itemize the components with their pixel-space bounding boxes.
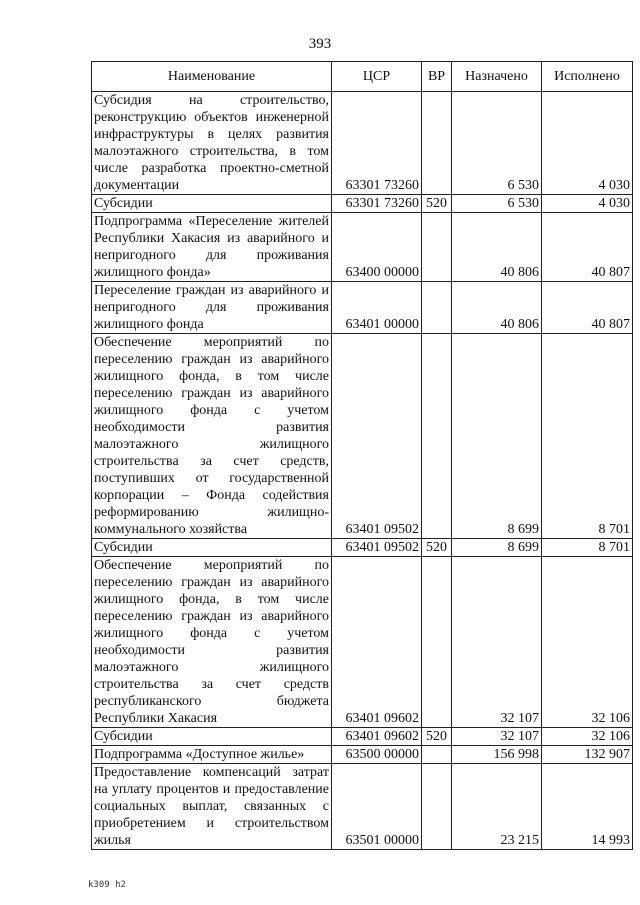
row-vr-cell: 520	[422, 195, 452, 213]
row-vr-cell	[422, 746, 452, 764]
row-name-cell: Переселение граждан из аварийного и непригодного для проживания жилищного фонда	[92, 282, 332, 334]
row-name-cell: Предоставление компенсаций затрат на уплату процентов и предоставление социальных выплат, связанных с приобретением и строительством жилья	[92, 764, 332, 850]
header-name: Наименование	[92, 62, 332, 92]
table-body	[92, 92, 633, 850]
row-csr-cell: 63401 09502	[332, 334, 422, 539]
row-csr-cell: 63401 09602	[332, 557, 422, 728]
row-csr-cell: 63501 00000	[332, 764, 422, 850]
row-planned-cell: 6 530	[452, 195, 542, 213]
row-executed-cell: 132 907	[542, 746, 633, 764]
row-executed-cell: 8 701	[542, 539, 633, 557]
row-vr-cell: 520	[422, 539, 452, 557]
header-planned: Назначено	[452, 62, 542, 92]
table-row	[92, 746, 633, 764]
row-csr-cell: 63301 73260	[332, 195, 422, 213]
row-executed-cell: 40 807	[542, 213, 633, 282]
row-name-cell: Обеспечение мероприятий по переселению граждан из аварийного жилищного фонда, в том числе переселению граждан из аварийного жилищного фонда с учетом необходимости развития малоэтажного жилищного строительства за счет средств республиканского бюджета Республики Хакасия	[92, 557, 332, 728]
header-csr: ЦСР	[332, 62, 422, 92]
row-planned-cell: 8 699	[452, 334, 542, 539]
row-name-cell: Субсидии	[92, 728, 332, 746]
row-name-cell: Подпрограмма «Переселение жителей Республики Хакасия из аварийного и непригодного для проживания жилищного фонда»	[92, 213, 332, 282]
table-row	[92, 728, 633, 746]
table-row	[92, 539, 633, 557]
row-name-cell: Субсидия на строительство, реконструкцию объектов инженерной инфраструктуры в целях развития малоэтажного строительства, в том числе разработка проектно-сметной документации	[92, 92, 332, 195]
row-executed-cell: 4 030	[542, 92, 633, 195]
row-planned-cell: 40 806	[452, 282, 542, 334]
table-row	[92, 195, 633, 213]
row-csr-cell: 63401 09602	[332, 728, 422, 746]
row-vr-cell	[422, 334, 452, 539]
row-csr-cell: 63400 00000	[332, 213, 422, 282]
row-vr-cell: 520	[422, 728, 452, 746]
row-name-cell: Обеспечение мероприятий по переселению граждан из аварийного жилищного фонда, в том числе переселению граждан из аварийного жилищного фонда с учетом необходимости развития малоэтажного жилищного строительства за счет средств, поступивших от государственной корпорации – Фонда содействия реформированию жилищно-коммунального хозяйства	[92, 334, 332, 539]
row-csr-cell: 63301 73260	[332, 92, 422, 195]
row-executed-cell: 40 807	[542, 282, 633, 334]
row-csr-cell: 63401 09502	[332, 539, 422, 557]
row-planned-cell: 156 998	[452, 746, 542, 764]
table-header-row	[92, 62, 633, 92]
row-name-cell: Субсидии	[92, 195, 332, 213]
row-vr-cell	[422, 213, 452, 282]
table-row	[92, 282, 633, 334]
page-number: 393	[308, 36, 332, 52]
table-row	[92, 334, 633, 539]
table-row	[92, 557, 633, 728]
row-name-cell: Подпрограмма «Доступное жилье»	[92, 746, 332, 764]
header-executed: Исполнено	[542, 62, 633, 92]
header-vr: ВР	[422, 62, 452, 92]
row-planned-cell: 8 699	[452, 539, 542, 557]
table-row	[92, 213, 633, 282]
row-name-cell: Субсидии	[92, 539, 332, 557]
row-executed-cell: 14 993	[542, 764, 633, 850]
table-row	[92, 92, 633, 195]
row-vr-cell	[422, 282, 452, 334]
row-vr-cell	[422, 557, 452, 728]
row-executed-cell: 32 106	[542, 557, 633, 728]
row-vr-cell	[422, 764, 452, 850]
row-csr-cell: 63500 00000	[332, 746, 422, 764]
table-row	[92, 764, 633, 850]
row-executed-cell: 8 701	[542, 334, 633, 539]
footer-code: k309 h2	[88, 880, 126, 890]
row-planned-cell: 32 107	[452, 728, 542, 746]
row-vr-cell	[422, 92, 452, 195]
row-executed-cell: 32 106	[542, 728, 633, 746]
row-planned-cell: 6 530	[452, 92, 542, 195]
row-executed-cell: 4 030	[542, 195, 633, 213]
row-planned-cell: 23 215	[452, 764, 542, 850]
row-planned-cell: 32 107	[452, 557, 542, 728]
row-csr-cell: 63401 00000	[332, 282, 422, 334]
budget-table	[91, 61, 633, 850]
row-planned-cell: 40 806	[452, 213, 542, 282]
